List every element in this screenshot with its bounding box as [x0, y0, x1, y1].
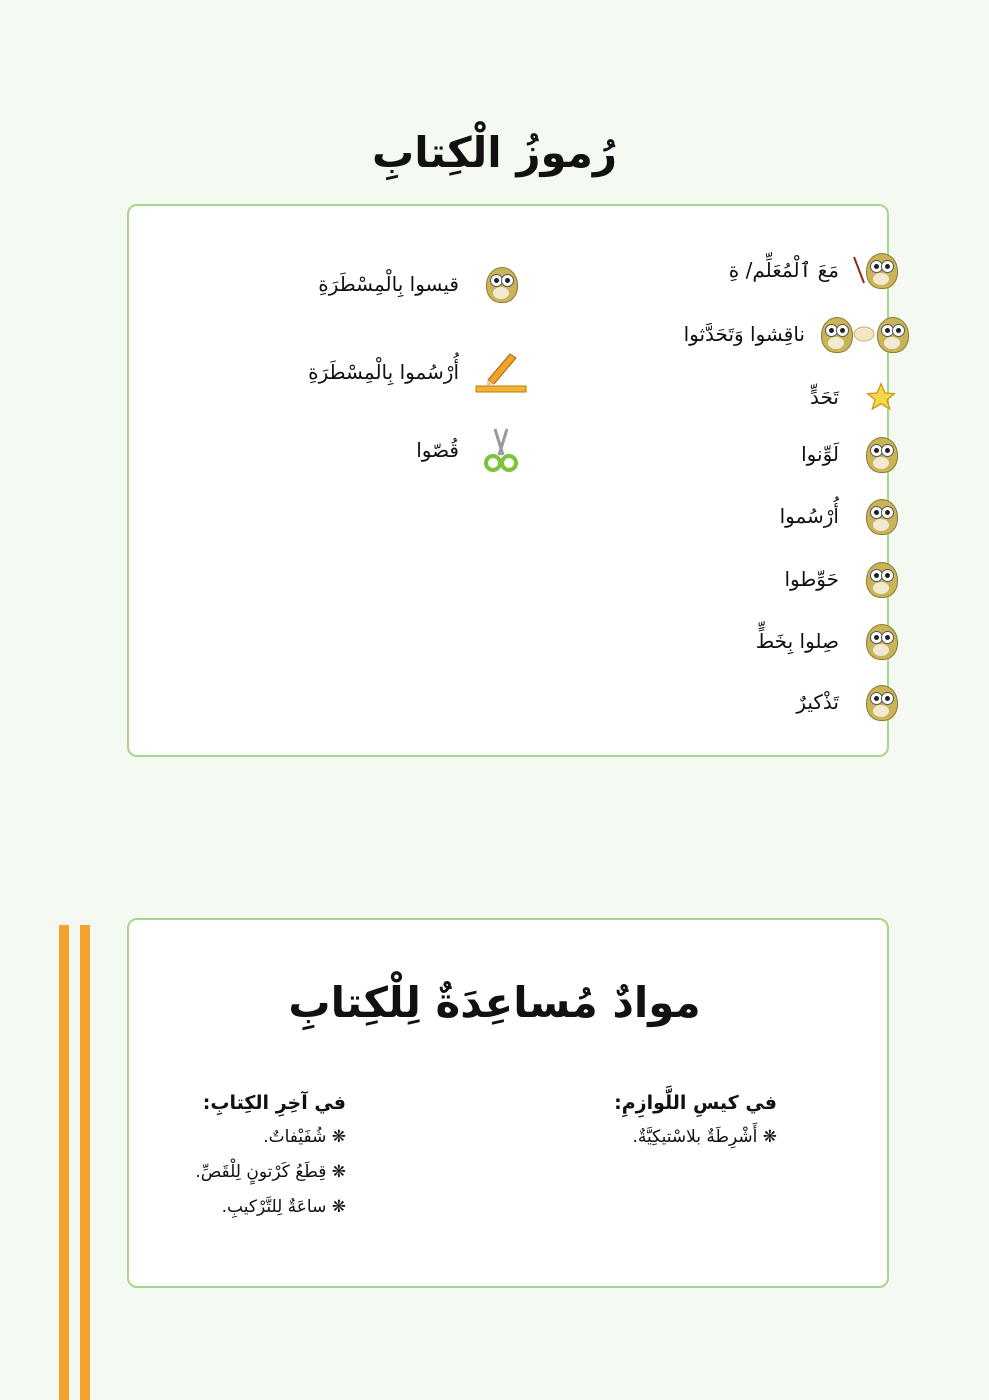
symbols-title: رُموزُ الْكِتابِ — [371, 128, 618, 177]
pencil-ruler-icon — [473, 348, 529, 396]
bag-heading: في كيسِ اللَّوازِمِ: — [614, 1092, 777, 1114]
symbol-label: قيسوا بِالْمِسْطَرَةِ — [318, 272, 459, 296]
symbol-label: حَوِّطوا — [784, 567, 839, 591]
owl-ruler-icon — [473, 260, 529, 308]
symbol-label: أُرْسُموا — [779, 504, 839, 528]
symbol-label: مَعَ ٱلْمُعَلِّم/ ةِ — [728, 258, 839, 282]
symbol-row — [784, 555, 909, 603]
symbol-row — [318, 260, 529, 308]
symbol-label: ناقِشوا وَتَحَدَّثوا — [683, 322, 805, 346]
materials-title: موادٌ مُساعِدَةٌ لِلْكِتابِ — [288, 978, 701, 1027]
end-of-book-heading: في آخِرِ الكِتابِ: — [202, 1092, 346, 1114]
owl-connect-icon — [853, 617, 909, 665]
bag-materials — [614, 1092, 777, 1155]
symbol-row — [756, 617, 909, 665]
owl-circle-icon — [853, 555, 909, 603]
symbol-label: أُرْسُموا بِالْمِسْطَرَةِ — [308, 360, 459, 384]
owl-reminder-icon — [853, 678, 909, 726]
symbol-label: تَذْكيرٌ — [796, 690, 839, 714]
list-item: ❋ ساعَةٌ لِلتَّرْكيبِ. — [221, 1197, 346, 1217]
end-of-book-materials — [195, 1092, 346, 1225]
symbol-label: تَحَدٍّ — [810, 385, 839, 409]
symbol-row — [308, 348, 529, 396]
owl-color-icon — [853, 430, 909, 478]
list-item: ❋ أَشْرِطَةٌ بلاسْتيكِيَّةٌ. — [632, 1127, 777, 1147]
list-item: ❋ شُفَيْفاتٌ. — [263, 1127, 346, 1147]
symbol-row — [780, 492, 909, 540]
owl-draw-icon — [853, 492, 909, 540]
list-item: ❋ قِطَعُ كَرْتونٍ لِلْقَصِّ. — [195, 1162, 346, 1182]
symbol-row — [801, 430, 909, 478]
symbol-label: صِلوا بِخَطٍّ — [755, 629, 839, 653]
owl-discuss-icon — [819, 310, 909, 358]
symbol-label: لَوِّنوا — [801, 442, 839, 466]
symbol-label: قُصّوا — [416, 438, 459, 462]
symbol-row — [729, 246, 909, 294]
symbol-row — [684, 310, 909, 358]
symbol-row — [810, 373, 909, 421]
symbol-row — [796, 678, 909, 726]
star-icon — [853, 373, 909, 421]
scissors-icon — [473, 426, 529, 474]
owl-teacher-icon — [853, 246, 909, 294]
symbol-row — [416, 426, 529, 474]
